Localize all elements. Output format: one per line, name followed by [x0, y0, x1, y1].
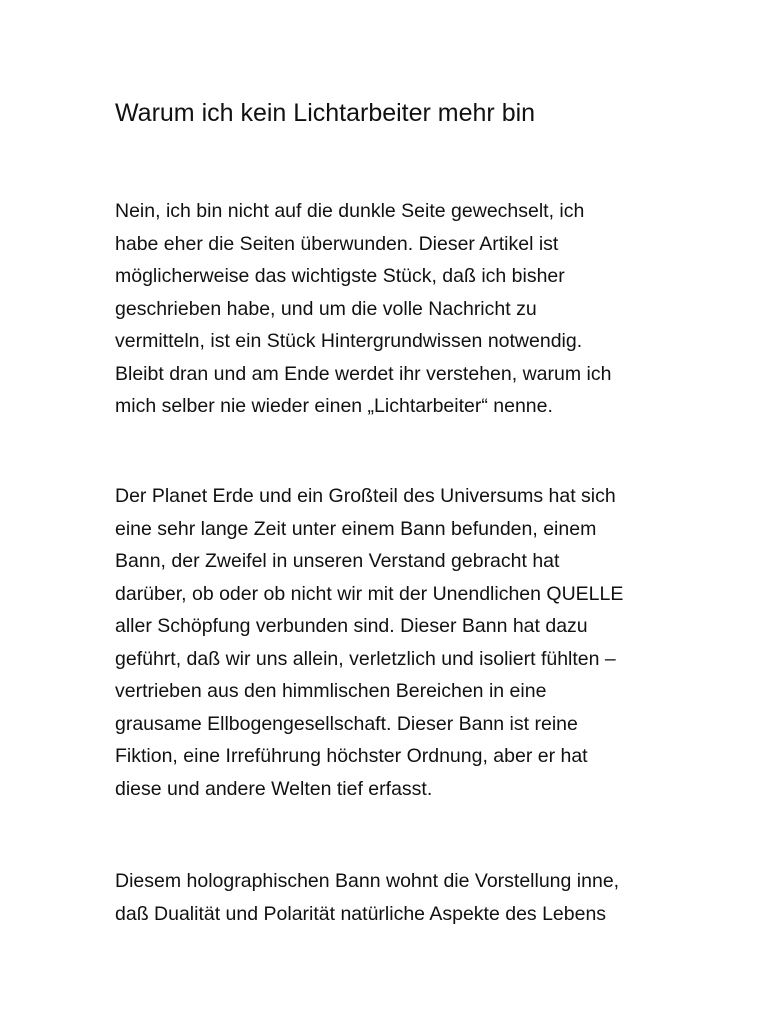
text-line: daß Dualität und Polarität natürliche Aspekte des Lebens	[115, 902, 607, 925]
text-line: Bleibt dran und am Ende werdet ihr verstehen, warum ich	[115, 362, 612, 385]
text-line: Diesem holographischen Bann wohnt die Vorstellung inne,	[115, 870, 620, 892]
text-line: möglicherweise das wichtigste Stück, daß ich bisher	[115, 265, 565, 287]
paragraph-1	[115, 195, 715, 423]
text-line: darüber, ob oder ob nicht wir mit der Unendlichen QUELLE	[115, 582, 624, 605]
paragraph-2	[115, 480, 715, 805]
text-line: eine sehr lange Zeit unter einem Bann befunden, einem	[115, 517, 597, 540]
text-line: geschrieben habe, und um die volle Nachricht zu	[115, 297, 537, 320]
text-line: vermitteln, ist ein Stück Hintergrundwissen notwendig.	[115, 330, 583, 352]
text-line: habe eher die Seiten überwunden. Dieser Artikel ist	[115, 232, 559, 255]
text-line: vertrieben aus den himmlischen Bereichen in eine	[115, 680, 547, 702]
text-line: Fiktion, eine Irreführung höchster Ordnung, aber er hat	[115, 745, 588, 767]
text-line: mich selber nie wieder einen „Lichtarbeiter“ nenne.	[115, 395, 553, 417]
text-line: geführt, daß wir uns allein, verletzlich und isoliert fühlten –	[115, 647, 616, 670]
text-line: diese und andere Welten tief erfasst.	[115, 777, 433, 800]
text-line: aller Schöpfung verbunden sind. Dieser Bann hat dazu	[115, 615, 588, 637]
document-title: Warum ich kein Lichtarbeiter mehr bin	[115, 99, 536, 127]
paragraph-3	[115, 865, 715, 930]
text-line: grausame Ellbogengesellschaft. Dieser Bann ist reine	[115, 712, 578, 735]
text-line: Bann, der Zweifel in unseren Verstand gebracht hat	[115, 550, 560, 572]
text-line: Der Planet Erde und ein Großteil des Universums hat sich	[115, 485, 616, 507]
text-line: Nein, ich bin nicht auf die dunkle Seite gewechselt, ich	[115, 200, 585, 222]
